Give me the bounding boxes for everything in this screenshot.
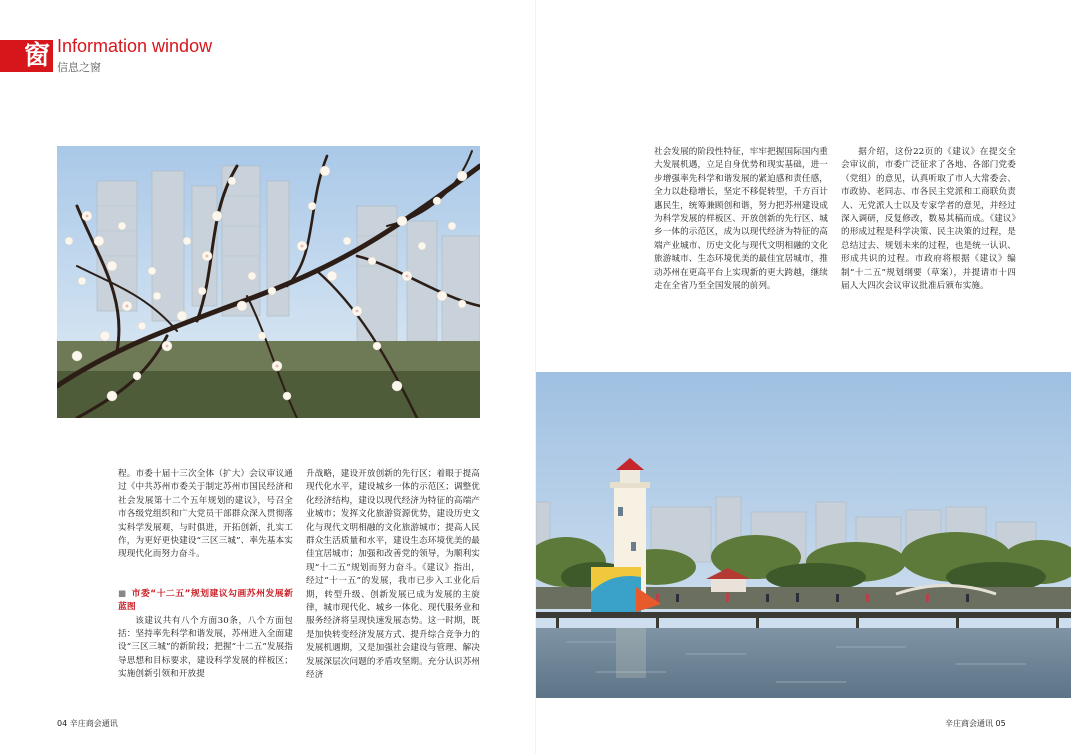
left-column-1 <box>118 468 293 682</box>
right-column-2 <box>841 146 1016 293</box>
square-bullet-icon: ■ <box>118 588 127 599</box>
right-footer: 辛庄商会通讯 05 <box>945 719 1006 728</box>
paragraph: 升战略，建设开放创新的先行区；着眼于提高现代化水平，建设城乡一体的示范区；调整优化经济结构，建设以现代经济为特征的高端产业城市；发挥文化旅游资源优势，建设历史文化与现代文明相融的文化旅游城市；提高人民群众生活质量和水平，建设生态环境优美的最佳宜居城市；加强和改善党的领导，为顺利实现“十二五”规划而努力奋斗。《建议》指出，经过“十一五”的发展，我市已步入工业化后期，转型升级、创新发展已成为发展的主旋律，城市现代化、城乡一体化、现代服务业和服务经济将呈现快速发展态势。这一时期，既是加快转变经济发展方式、提升综合竞争力的发展机遇期，又是加强社会建设与管理、解决发展深层次问题的矛盾攻坚期。充分认识苏州经济 <box>306 469 480 681</box>
subheading: ■ 市委“十二五”规划建议勾画苏州发展新蓝图 <box>118 588 293 613</box>
section-title: Information window <box>57 36 213 56</box>
left-column-2 <box>306 468 480 683</box>
paragraph: 程。市委十届十三次全体（扩大）会议审议通过《中共苏州市委关于制定苏州市国民经济和社会发展第十二个五年规划的建议》，号召全市各级党组织和广大党员干部群众深入贯彻落实科学发展观，与时俱进，开拓创新，扎实工作，为更好更快建设“三区三城”、率先基本实现现代化而努力奋斗。 <box>118 469 293 560</box>
left-footer: 04 辛庄商会通讯 <box>57 719 118 728</box>
header-glyph: 窗 <box>23 41 50 71</box>
paragraph: 该建议共有八个方面30条，八个方面包括：坚持率先科学和谐发展，苏州进入全面建设“三区三城”的新阶段；把握“十二五”发展指导思想和目标要求，建设科学发展的样板区；实施创新引领和开放提 <box>118 615 293 680</box>
plum-blossom-photo <box>57 146 480 418</box>
right-column-1 <box>654 146 828 293</box>
section-subtitle: 信息之窗 <box>57 61 101 74</box>
paragraph: 社会发展的阶段性特征，牢牢把握国际国内重大发展机遇，立足自身优势和现实基础，进一步增强率先科学和谐发展的紧迫感和责任感，全力以赴稳增长，坚定不移促转型，千方百计惠民生，统筹兼顾创和谐，努力把苏州建设成为科学发展的样板区、开放创新的先行区、城乡一体的示范区，成为以现代经济为特征的高端产业城市、历史文化与现代文明相融的文化旅游城市、生态环境优美的最佳宜居城市，推动苏州在更高平台上实现新的更大跨越，继续走在全省乃至全国发展的前列。 <box>654 147 828 292</box>
lake-lighthouse-photo <box>536 372 1071 698</box>
paragraph: 据介绍，这份22页的《建议》在提交全会审议前，市委广泛征求了各地、各部门党委（党组）的意见，认真听取了市人大常委会、市政协、老同志、市各民主党派和工商联负责人、无党派人士以及专家学者的意见，并经过深入调研，反复修改，数易其稿而成。《建议》的形成过程是科学决策、民主决策的过程，是总结过去、规划未来的过程，也是统一认识、形成共识的过程。市政府将根据《建议》编制“十二五”规划纲要（草案），并提请市十四届人大四次会议审议批准后颁布实施。 <box>841 147 1016 292</box>
